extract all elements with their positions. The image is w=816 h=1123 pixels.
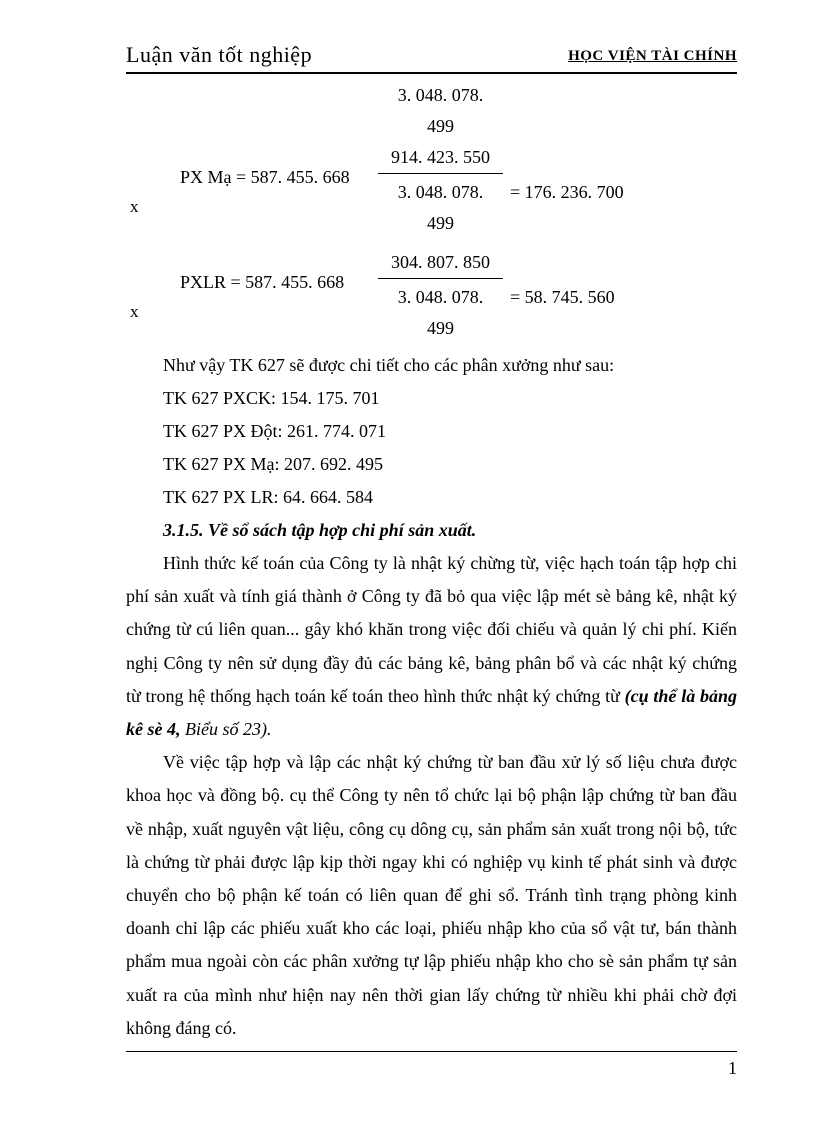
tk-627-item-px-ma: TK 627 PX Mạ: 207. 692. 495 <box>163 454 383 474</box>
px-lr-denominator-line2: 499 <box>427 318 454 338</box>
fraction-continued-line2: 499 <box>427 116 454 136</box>
px-lr-denominator <box>378 279 503 344</box>
px-lr-fraction <box>378 251 503 344</box>
page-number: 1 <box>728 1058 737 1078</box>
fraction-continued-line1: 3. 048. 078. <box>397 85 484 105</box>
fraction-continued-from-previous-page <box>378 80 503 142</box>
tk-627-intro: Như vậy TK 627 sẽ được chi tiết cho các phân xưởng như sau: <box>163 355 615 375</box>
tk-627-item-px-dot: TK 627 PX Đột: 261. 774. 071 <box>163 421 387 441</box>
paragraph-voucher-process: Về việc tập hợp và lập các nhật ký chứng từ ban đầu xử lý số liệu chưa được khoa học và đồng bộ. cụ thể Công ty nên tổ chức lại bộ phận lập chứng từ ban đầu về nhập, xuất nguyên vật liệu, công cụ dông cụ, sản phẩm sản xuất trong nội bộ, tức là chứng từ phải được lập kịp thời ngay khi có nghiệp vụ kinh tế phát sinh và được chuyển cho bộ phận kế toán có liên quan để ghi sổ. Tránh tình trạng phòng kinh doanh chỉ lập các phiếu xuất kho các loại, phiếu nhập kho của sổ vật tư, bán thành phẩm mua ngoài còn các phân xưởng tự lập phiếu nhập kho cho sè sản phẩm tự sản xuất ra của mình như hiện nay nên thời gian lấy chứng từ nhiều khi phải chờ đợi không đáng có. <box>126 752 737 1038</box>
px-ma-left-hand-side: PX Mạ = 587. 455. 668 <box>180 167 350 187</box>
px-lr-left-hand-side: PXLR = 587. 455. 668 <box>180 272 345 292</box>
px-ma-fraction <box>378 146 503 239</box>
px-ma-multiplication-sign: x <box>130 197 139 216</box>
tk-627-item-pxck: TK 627 PXCK: 154. 175. 701 <box>163 388 380 408</box>
page-header <box>126 42 737 74</box>
px-ma-denominator-line2: 499 <box>427 213 454 233</box>
tk-627-item-px-lr: TK 627 PX LR: 64. 664. 584 <box>163 487 374 507</box>
px-ma-denominator-line1: 3. 048. 078. <box>397 182 484 202</box>
px-ma-numerator: 914. 423. 550 <box>378 146 503 174</box>
px-ma-result: = 176. 236. 700 <box>510 182 624 202</box>
section-heading-3-1-5: 3.1.5. Về sổ sách tập hợp chi phí sản xuất. <box>163 520 477 540</box>
header-left-title: Luận văn tốt nghiệp <box>126 42 313 67</box>
paragraph-1-bold-italic-note: (cụ thể là bảng kê sè 4, <box>126 685 737 740</box>
px-lr-result: = 58. 745. 560 <box>510 287 615 307</box>
px-ma-denominator <box>378 174 503 239</box>
paragraph-accounting-form <box>126 547 737 746</box>
px-lr-multiplication-sign: x <box>130 302 139 321</box>
px-lr-numerator: 304. 807. 850 <box>378 251 503 279</box>
px-lr-denominator-line1: 3. 048. 078. <box>397 287 484 307</box>
body-text <box>126 349 737 1045</box>
formula-region <box>0 80 816 346</box>
footer-divider-line <box>126 1051 737 1052</box>
paragraph-1-main-text: Hình thức kế toán của Công ty là nhật ký chừng từ, việc hạch toán tập hợp chi phí sản xuất và tính giá thành ở Công ty đã bỏ qua việc lập mét sè bảng kê, nhật ký chứng từ cú liên quan... gây khó khăn trong việc đối chiếu và quản lý chi phí. Kiến nghị Công ty nên sử dụng đầy đủ các bảng kê, bảng phân bổ và các nhật ký chứng từ trong hệ thống hạch toán kế toán theo hình thức nhật ký chứng từ <box>126 553 737 706</box>
paragraph-1-italic-reference: Biểu số 23). <box>180 719 272 740</box>
header-right-title: HỌC VIỆN TÀI CHÍNH <box>568 48 737 64</box>
